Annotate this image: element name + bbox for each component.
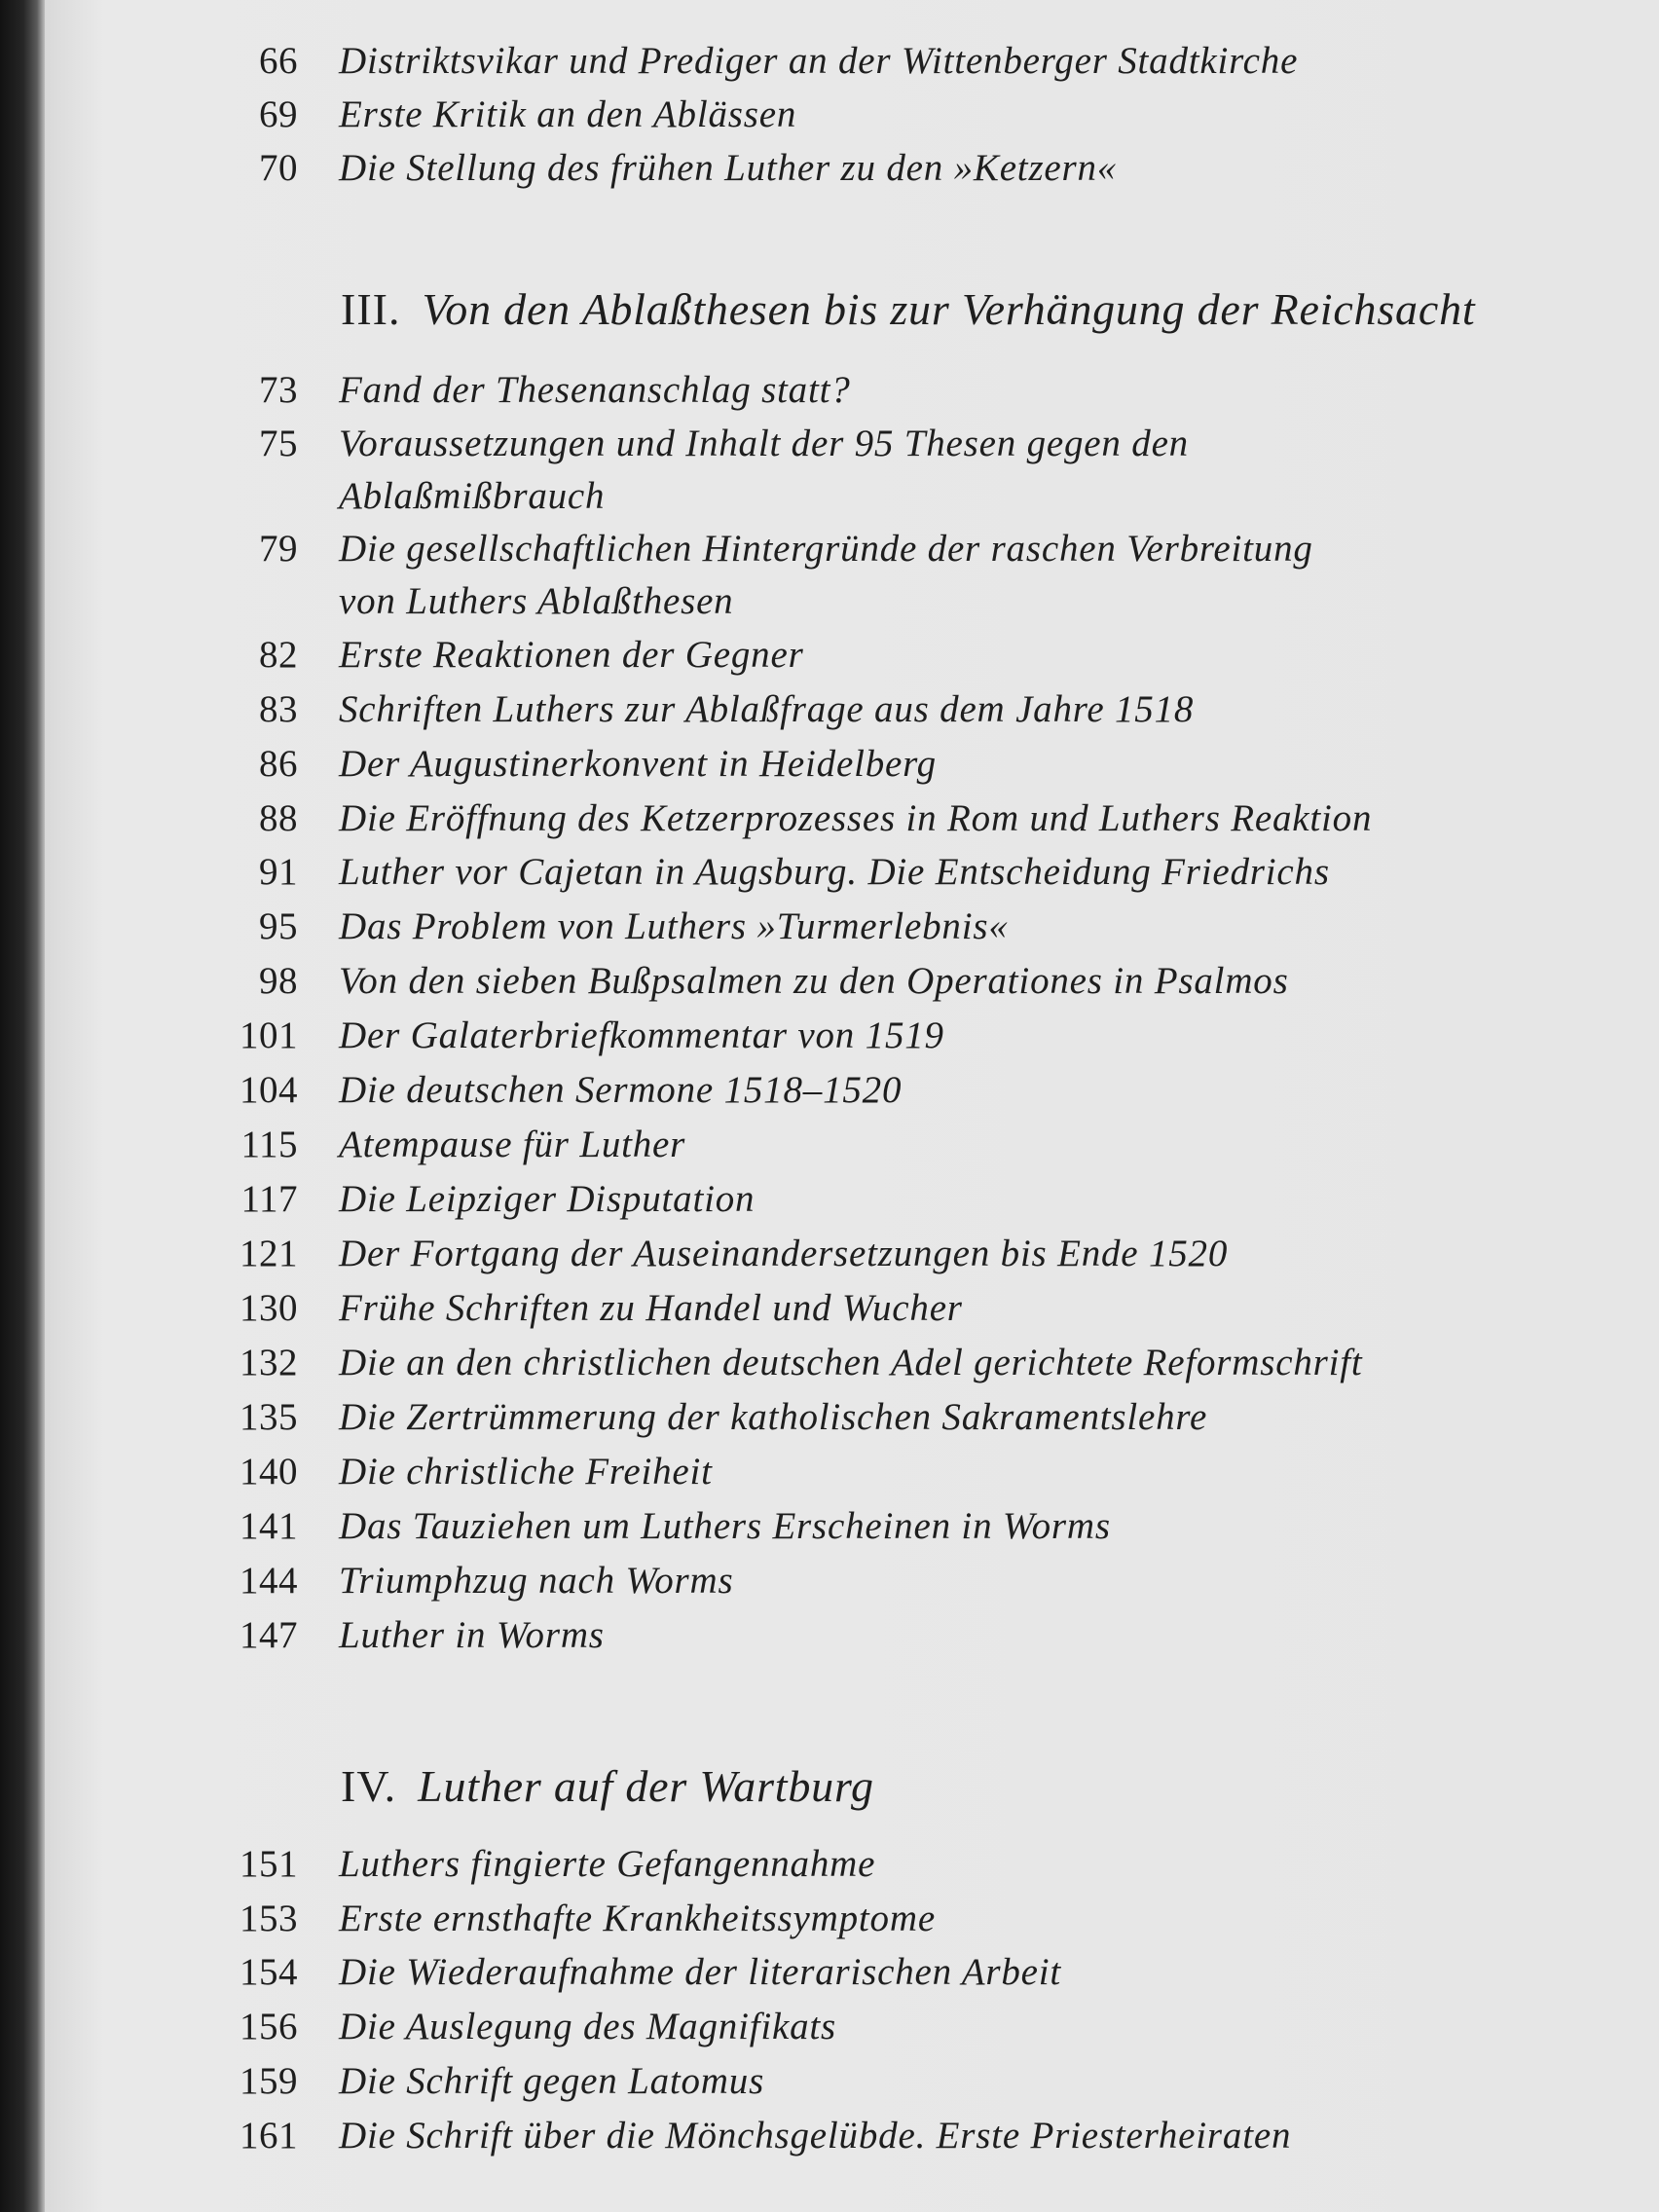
toc-page-number: 153 [240,1898,298,1939]
toc-title: Die Auslegung des Magnifikats [339,2006,837,2047]
toc-entry [0,1336,1659,1390]
section-heading-iii [341,276,1475,344]
toc-title: Der Augustinerkonvent in Heidelberg [339,743,937,785]
toc-page-number: 91 [259,851,298,893]
toc-page-number: 130 [240,1287,298,1329]
toc-entry [0,1118,1659,1172]
section-title: Luther auf der Wartburg [418,1761,874,1811]
toc-entry [0,522,1659,631]
toc-page-number: 69 [259,93,298,135]
toc-page-number: 132 [240,1342,298,1383]
toc-page-number: 66 [259,40,298,82]
toc-page-number: 98 [259,960,298,1002]
toc-title: Das Tauziehen um Luthers Erscheinen in Worms [339,1505,1111,1547]
toc-entry [0,1281,1659,1336]
toc-page-number: 95 [259,905,298,947]
toc-entry [0,1227,1659,1281]
toc-entry [0,628,1659,682]
toc-entry [0,792,1659,846]
toc-page-number: 101 [240,1014,298,1056]
toc-title: Die Eröffnung des Ketzerprozesses in Rom und Luthers Reaktion [339,797,1373,839]
toc-entry [0,737,1659,792]
toc-page-number: 88 [259,797,298,839]
toc-title: Die deutschen Sermone 1518–1520 [339,1069,903,1111]
toc-page-number: 141 [240,1505,298,1547]
toc-title: Die Wiederaufnahme der literarischen Arbeit [339,1951,1062,1993]
toc-entry [0,1390,1659,1445]
toc-page-number: 82 [259,634,298,676]
toc-title: Die Stellung des frühen Luther zu den »Ketzern« [339,147,1118,189]
toc-page-number: 104 [240,1069,298,1111]
toc-title: Erste ernsthafte Krankheitssymptome [339,1898,936,1939]
section-numeral: III. [341,284,401,334]
toc-title-continuation: Ablaßmißbrauch [339,475,606,517]
section-heading-iv [341,1752,874,1821]
toc-entry [0,88,1659,142]
toc-title: Frühe Schriften zu Handel und Wucher [339,1287,963,1329]
toc-page-number: 159 [240,2060,298,2102]
toc-title: Luther vor Cajetan in Augsburg. Die Entscheidung Friedrichs [339,851,1330,893]
section-title: Von den Ablaßthesen bis zur Verhängung der Reichsacht [422,284,1476,334]
toc-title: Schriften Luthers zur Ablaßfrage aus dem Jahre 1518 [339,688,1195,730]
toc-title: Die Schrift gegen Latomus [339,2060,765,2102]
toc-entry [0,900,1659,954]
toc-entry [0,954,1659,1009]
toc-title: Erste Reaktionen der Gegner [339,634,804,676]
toc-entry [0,1945,1659,2000]
toc-entry [0,1608,1659,1663]
toc-entry [0,1499,1659,1554]
toc-title: Die Leipziger Disputation [339,1178,756,1220]
toc-entry [0,2000,1659,2054]
toc-entry [0,1172,1659,1227]
toc-entry [0,1892,1659,1946]
toc-entry [0,1009,1659,1063]
toc-title: Triumphzug nach Worms [339,1560,734,1602]
toc-page-number: 75 [259,423,298,464]
toc-title-continuation: von Luthers Ablaßthesen [339,580,734,622]
toc-page-number: 154 [240,1951,298,1993]
toc-title: Fand der Thesenanschlag statt? [339,369,851,411]
toc-page-number: 144 [240,1560,298,1602]
toc-page-number: 135 [240,1396,298,1438]
toc-entry [0,1554,1659,1608]
toc-entry [0,417,1659,526]
toc-page-number: 151 [240,1843,298,1885]
toc-title: Die gesellschaftlichen Hintergründe der raschen Verbreitung [339,528,1313,570]
toc-entry [0,363,1659,418]
toc-page-number: 121 [240,1233,298,1274]
section-numeral: IV. [341,1761,397,1811]
toc-entry [0,1445,1659,1499]
toc-title: Atempause für Luther [339,1124,686,1165]
toc-entry [0,141,1659,196]
toc-page-number: 79 [259,528,298,570]
toc-title: Der Galaterbriefkommentar von 1519 [339,1014,944,1056]
toc-title: Distriktsvikar und Prediger an der Wittenberger Stadtkirche [339,40,1299,82]
toc-entry [0,1837,1659,1892]
toc-page-number: 156 [240,2006,298,2047]
toc-title: Die Zertrümmerung der katholischen Sakramentslehre [339,1396,1208,1438]
toc-title: Luthers fingierte Gefangennahme [339,1843,876,1885]
toc-page-number: 140 [240,1451,298,1493]
toc-entry [0,2054,1659,2109]
toc-title: Die christliche Freiheit [339,1451,713,1493]
toc-page-number: 83 [259,688,298,730]
toc-page-number: 73 [259,369,298,411]
toc-page-number: 115 [240,1124,298,1165]
toc-title: Die Schrift über die Mönchsgelübde. Erste Priesterheiraten [339,2115,1292,2157]
toc-page-number: 147 [240,1614,298,1656]
toc-page-number: 86 [259,743,298,785]
toc-entry [0,34,1659,89]
toc-entry [0,1063,1659,1118]
toc-title: Voraussetzungen und Inhalt der 95 Thesen gegen den [339,423,1189,464]
toc-title: Erste Kritik an den Ablässen [339,93,797,135]
toc-entry [0,682,1659,737]
toc-page-number: 161 [240,2115,298,2157]
toc-title: Luther in Worms [339,1614,605,1656]
toc-title: Der Fortgang der Auseinandersetzungen bis Ende 1520 [339,1233,1229,1274]
toc-entry [0,2109,1659,2163]
toc-title: Die an den christlichen deutschen Adel gerichtete Reformschrift [339,1342,1363,1383]
toc-page-number: 117 [240,1178,298,1220]
toc-entry [0,845,1659,900]
toc-title: Das Problem von Luthers »Turmerlebnis« [339,905,1009,947]
toc-title: Von den sieben Bußpsalmen zu den Operationes in Psalmos [339,960,1289,1002]
toc-page-number: 70 [259,147,298,189]
